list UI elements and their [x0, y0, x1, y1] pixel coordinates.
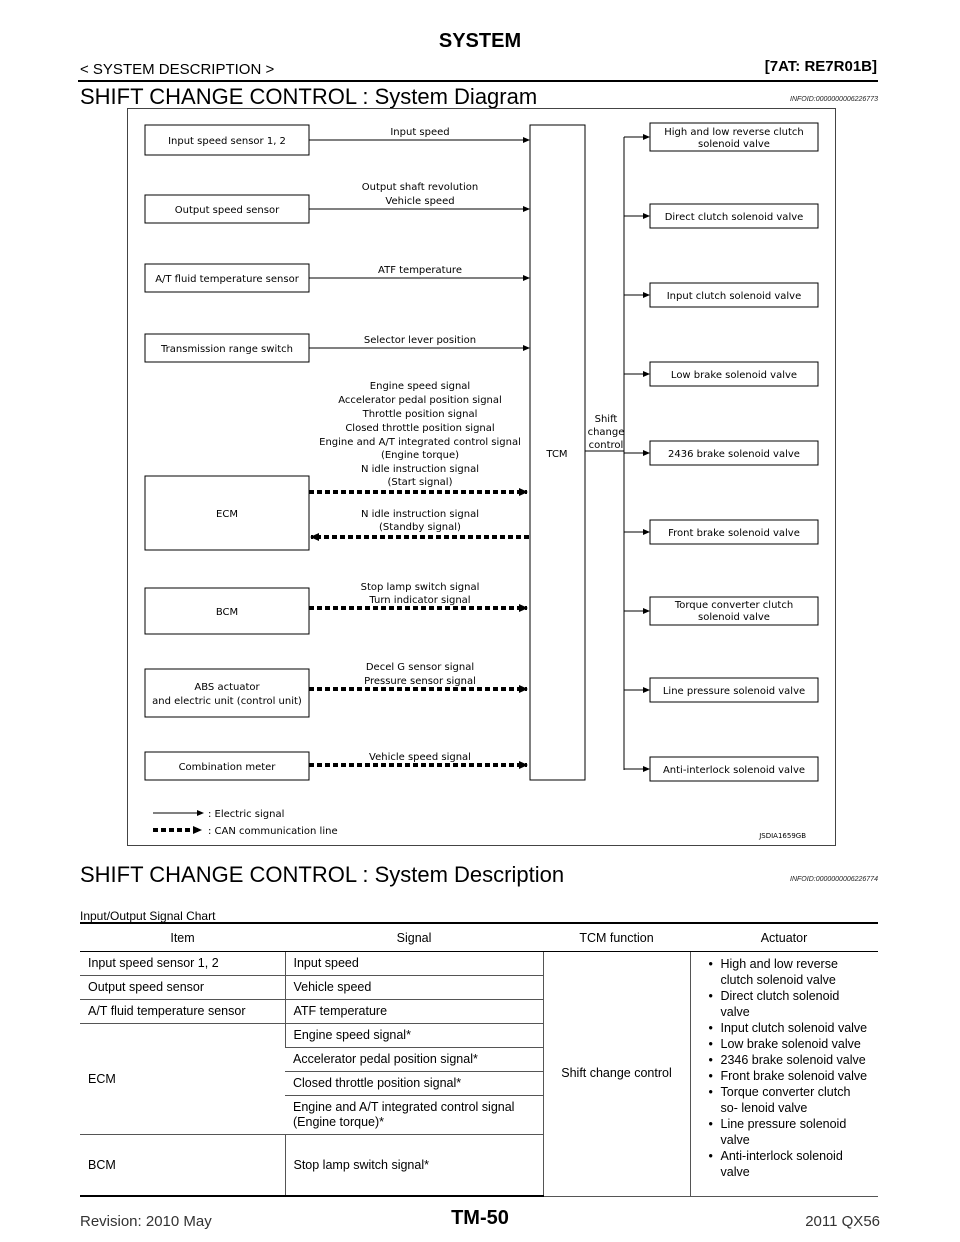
section-breadcrumb: < SYSTEM DESCRIPTION > [80, 61, 275, 78]
table-header-row [80, 923, 878, 952]
system-description-heading: SHIFT CHANGE CONTROL : System Description [80, 862, 565, 887]
signal-label: N idle instruction signal [360, 509, 480, 520]
actuator-item: • Front brake solenoid valve [721, 1068, 871, 1084]
signal-label: Decel G sensor signal [365, 662, 475, 673]
input-label: Combination meter [178, 762, 276, 773]
signal-cell: Accelerator pedal position signal* [285, 1048, 543, 1072]
output-label: solenoid valve [698, 139, 770, 150]
item-cell: BCM [80, 1135, 285, 1197]
system-diagram-heading: SHIFT CHANGE CONTROL : System Diagram [80, 84, 538, 109]
output-label: Input clutch solenoid valve [666, 291, 802, 302]
actuator-item: • 2346 brake solenoid valve [721, 1052, 871, 1068]
signal-label: (Start signal) [387, 477, 453, 488]
signal-label: Output shaft revolution [361, 182, 479, 193]
output-label: solenoid valve [698, 612, 770, 623]
table-row [80, 952, 878, 976]
input-label: Output speed sensor [174, 205, 280, 216]
output-label: Low brake solenoid valve [670, 370, 798, 381]
column-header: Actuator [690, 923, 878, 952]
signal-chart-table [80, 922, 878, 1197]
signal-cell: Stop lamp switch signal* [285, 1135, 543, 1197]
actuator-item: • Low brake solenoid valve [721, 1036, 871, 1052]
signal-cell: Closed throttle position signal* [285, 1072, 543, 1096]
tcm-function-cell: Shift change control [543, 952, 690, 1197]
output-label: High and low reverse clutch [664, 127, 804, 138]
shift-control-label: control [588, 440, 624, 451]
signal-label: Engine and A/T integrated control signal [319, 437, 521, 448]
input-label: ABS actuator [194, 682, 260, 693]
column-header: Signal [285, 923, 543, 952]
input-label: Transmission range switch [161, 344, 293, 355]
legend-electric: : Electric signal [208, 809, 285, 820]
actuator-item: • Anti-interlock solenoid valve [721, 1148, 871, 1180]
signal-cell: Vehicle speed [285, 976, 543, 1000]
signal-label: (Engine torque) [380, 450, 460, 461]
output-label: Torque converter clutch [674, 600, 794, 611]
system-diagram [127, 108, 836, 846]
output-label: Direct clutch solenoid valve [664, 212, 804, 223]
signal-cell: Engine and A/T integrated control signal (Engine torque)* [285, 1096, 543, 1135]
output-label: Front brake solenoid valve [668, 528, 800, 539]
legend-can: : CAN communication line [208, 826, 338, 837]
signal-cell: Engine speed signal* [285, 1024, 543, 1048]
shift-control-label: Shift [594, 414, 618, 425]
output-label: Line pressure solenoid valve [662, 686, 806, 697]
signal-cell: Input speed [285, 952, 543, 976]
signal-label: Throttle position signal [362, 409, 478, 420]
info-id: INFOID:0000000006226773 [790, 96, 878, 103]
signal-label: Pressure sensor signal [364, 676, 476, 687]
column-header: Item [80, 923, 285, 952]
shift-control-label: change [587, 427, 625, 438]
input-label: and electric unit (control unit) [152, 696, 302, 707]
actuator-item: • Input clutch solenoid valve [721, 1020, 871, 1036]
signal-label: Turn indicator signal [369, 595, 471, 606]
input-label: A/T fluid temperature sensor [155, 274, 299, 285]
actuator-cell [690, 952, 878, 1197]
figure-id: JSDIA1659GB [759, 832, 806, 840]
signal-label: Selector lever position [363, 335, 477, 346]
signal-label: Vehicle speed [385, 196, 455, 207]
signal-label: Closed throttle position signal [345, 423, 495, 434]
item-cell: Input speed sensor 1, 2 [80, 952, 285, 976]
page-section-title: SYSTEM [438, 30, 522, 52]
item-cell: ECM [80, 1024, 285, 1135]
input-label: ECM [216, 509, 238, 520]
output-label: Anti-interlock solenoid valve [662, 765, 806, 776]
item-cell: Output speed sensor [80, 976, 285, 1000]
input-label: Input speed sensor 1, 2 [168, 136, 286, 147]
column-header: TCM function [543, 923, 690, 952]
signal-label: Accelerator pedal position signal [338, 395, 502, 406]
signal-label: (Standby signal) [379, 522, 461, 533]
model-label: 2011 QX56 [805, 1213, 880, 1230]
signal-label: Stop lamp switch signal [360, 582, 480, 593]
info-id: INFOID:0000000006226774 [790, 876, 878, 883]
signal-cell: ATF temperature [285, 1000, 543, 1024]
item-cell: A/T fluid temperature sensor [80, 1000, 285, 1024]
actuator-item: • Direct clutch solenoid valve [721, 988, 871, 1020]
table-caption: Input/Output Signal Chart [80, 909, 216, 923]
signal-label: Input speed [390, 127, 450, 138]
signal-label: Engine speed signal [369, 381, 471, 392]
actuator-item: • Torque converter clutch so- lenoid valve [721, 1084, 871, 1116]
actuator-item: • Line pressure solenoid valve [721, 1116, 871, 1148]
output-label: 2436 brake solenoid valve [668, 449, 800, 460]
revision-label: Revision: 2010 May [80, 1213, 212, 1230]
page-number: TM-50 [451, 1207, 509, 1229]
input-box-abs [145, 669, 309, 717]
model-code: [7AT: RE7R01B] [764, 58, 877, 75]
signal-label: Vehicle speed signal [369, 752, 471, 763]
tcm-label: TCM [546, 449, 568, 460]
signal-label: N idle instruction signal [360, 464, 480, 475]
input-label: BCM [215, 607, 239, 618]
header-divider [78, 80, 878, 82]
actuator-item: • High and low reverse clutch solenoid valve [721, 956, 871, 988]
signal-label: ATF temperature [378, 265, 462, 276]
